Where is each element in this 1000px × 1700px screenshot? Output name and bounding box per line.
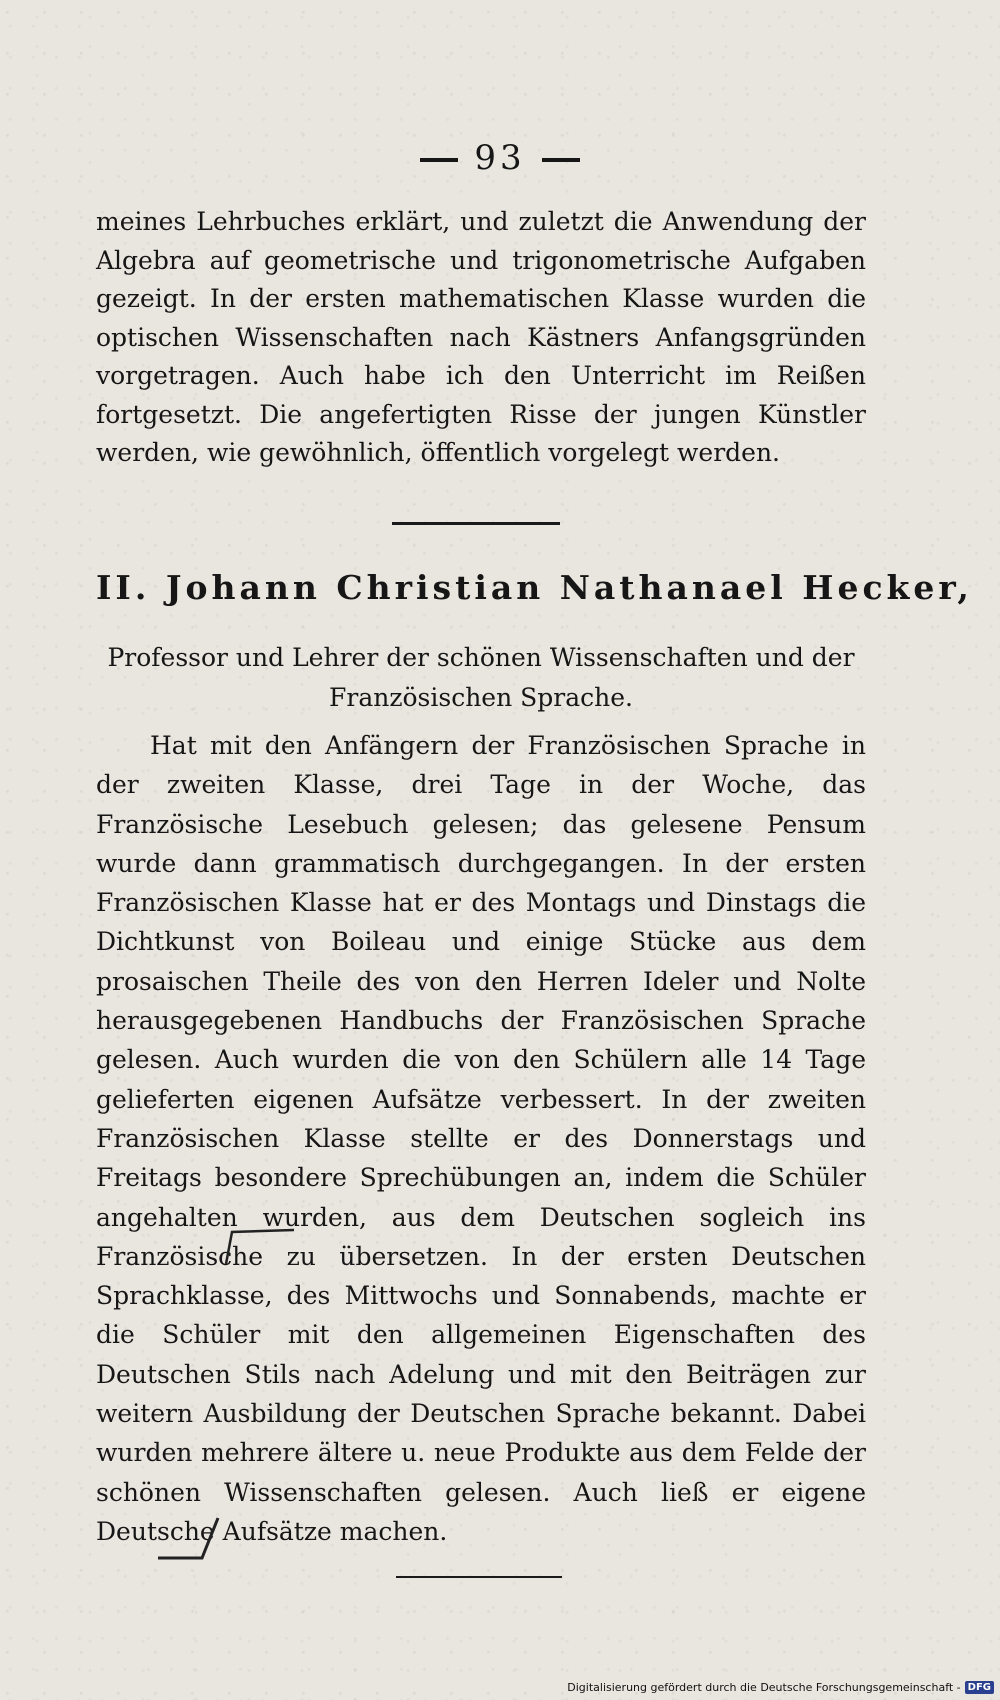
- end-divider: [396, 1576, 562, 1578]
- digitization-footer: [567, 1681, 994, 1694]
- paragraph-continuation: meines Lehrbuches erklärt, und zuletzt die Anwendung der Algebra auf geometrische und trigonometrische Aufgaben gezeigt. In der ersten mathematischen Klasse wurden die optischen Wissenschaften nach Kästners Anfangsgründen vorgetragen. Auch habe ich den Unterricht im Reißen fortgesetzt. Die angefertigten Risse der jungen Künstler werden, wie gewöhnlich, öffentlich vorgelegt werden.: [96, 207, 866, 467]
- page-number-text: 93: [474, 138, 526, 178]
- section-divider: [392, 522, 560, 525]
- paragraph-body: Hat mit den Anfängern der Französischen Sprache in der zweiten Klasse, drei Tage in der Woche, das Französische Lesebuch gelesen; das gelesene Pensum wurde dann grammatisch durchgegangen. In der ersten Französischen Klasse hat er des Montags und Dinstags die Dichtkunst von Boileau und einige Stücke aus dem prosaischen Theile des von den Herren Ideler und Nolte herausgegebenen Handbuchs der Französischen Sprache gelesen. Auch wurden die von den Schülern alle 14 Tage gelieferten eigenen Aufsätze verbessert. In der zweiten Französischen Klasse stellte er des Donnerstags und Freitags besondere Sprechübungen an, indem die Schüler angehalten wurden, aus dem Deutschen sogleich ins Französische zu übersetzen. In der ersten Deutschen Sprachklasse, des Mittwochs und Sonnabends, machte er die Schüler mit den allgemeinen Eigenschaften des Deutschen Stils nach Adelung und mit den Beiträgen zur weitern Ausbildung der Deutschen Sprache bekannt. Dabei wurden mehrere ältere u. neue Produkte aus dem Felde der schönen Wissenschaften gelesen. Auch ließ er eigene Deutsche Aufsätze machen.: [96, 731, 866, 1546]
- footer-text: Digitalisierung gefördert durch die Deutsche Forschungsgemeinschaft -: [567, 1681, 961, 1694]
- section-subheading: [96, 638, 866, 718]
- page-number-dash-left: [420, 158, 458, 162]
- subheading-line-2: Französischen Sprache.: [329, 683, 633, 712]
- page-number-dash-right: [542, 158, 580, 162]
- page-number: [0, 138, 1000, 178]
- dfg-logo: DFG: [965, 1681, 994, 1694]
- section-heading: II. Johann Christian Nathanael Hecker,: [96, 568, 973, 607]
- subheading-line-1: Professor und Lehrer der schönen Wissenschaften und der: [107, 643, 855, 672]
